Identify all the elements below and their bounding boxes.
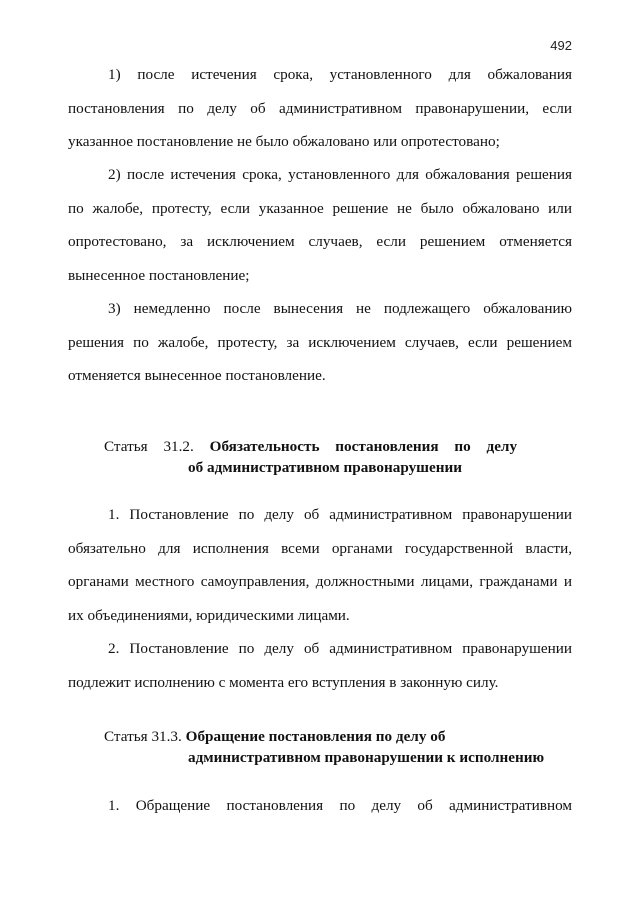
article-title-line-1: Обращение постановления по делу об — [185, 728, 446, 745]
article-title-line-2: административном правонарушении к исполнению — [188, 749, 545, 766]
article-title-line-2: об административном правонарушении — [188, 459, 462, 476]
article-31-3-paragraph-1: 1. Обращение постановления по делу об административном — [108, 797, 572, 814]
article-31-2-paragraph-2: 2. Постановление по делу об административном правонарушении подлежит исполнению с момента его вступления в законную силу. — [68, 640, 572, 691]
article-31-2-paragraph-1: 1. Постановление по делу об административном правонарушении обязательно для исполнения всеми органами государственной власти, органами местного самоуправления, должностными лицами, гражданами и их объединениями, юридическими лицами. — [68, 506, 572, 624]
article-number: Статья 31.3. — [104, 728, 182, 745]
page-number: 492 — [550, 38, 572, 53]
article-number: Статья 31.2. — [104, 438, 194, 455]
article-heading-31-3 — [104, 726, 574, 768]
paragraph-item-1: 1) после истечения срока, установленного для обжалования постановления по делу об административном правонарушении, если указанное постановление не было обжаловано или опротестовано; — [68, 66, 572, 150]
article-heading-31-2 — [104, 436, 524, 478]
paragraph-item-2: 2) после истечения срока, установленного для обжалования решения по жалобе, протесту, если указанное решение не было обжаловано или опротестовано, за исключением случаев, если решением отменяется вынесенное постановление; — [68, 166, 572, 284]
article-title-line-1: Обязательность постановления по делу — [209, 438, 518, 455]
paragraph-item-3: 3) немедленно после вынесения не подлежащего обжалованию решения по жалобе, протесту, за исключением случаев, если решением отменяется вынесенное постановление. — [68, 300, 572, 384]
